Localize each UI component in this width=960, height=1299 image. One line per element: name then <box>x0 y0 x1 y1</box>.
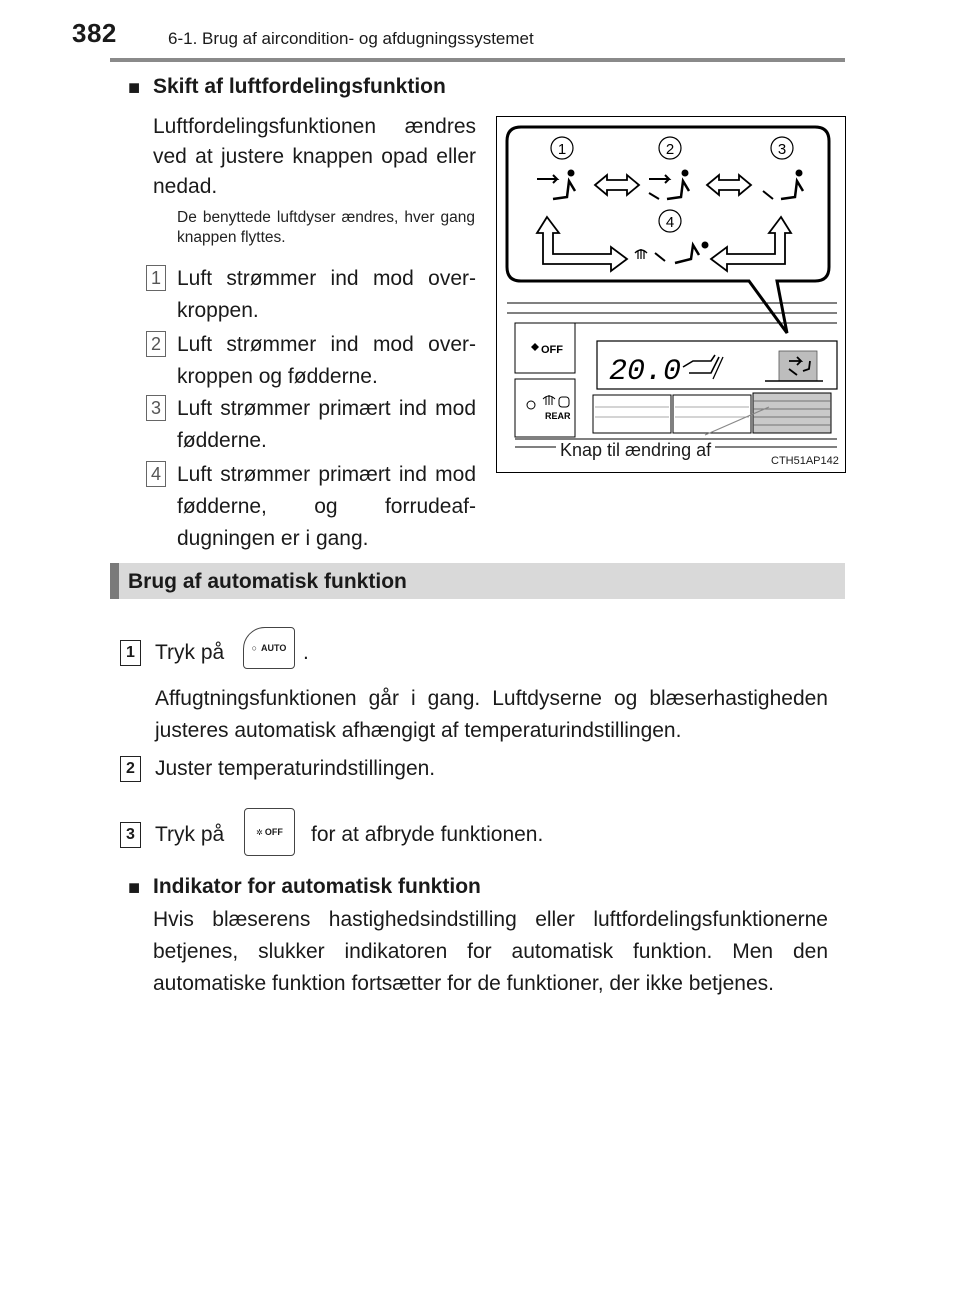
step-1-detail: Affugtningsfunktionen går i gang. Luftdyserne og blæserhastigheden justeres automatisk afhængigt af temperaturindstillingen. <box>155 687 828 742</box>
svg-text:3: 3 <box>777 141 787 158</box>
step-3-prefix: Tryk på <box>155 823 225 846</box>
panel-rear-label: REAR <box>545 411 571 421</box>
header-rule <box>110 58 845 62</box>
item-number-3: 3 <box>146 395 166 421</box>
step-number-3: 3 <box>120 822 141 848</box>
item-number-4: 4 <box>146 461 166 487</box>
off-button[interactable] <box>244 808 295 856</box>
chapter-title: 6-1. Brug af aircondition- og afdugningssystemet <box>168 29 534 48</box>
panel-temperature: 20.0 <box>609 355 682 389</box>
step-3-suffix: for at afbryde funktionen. <box>311 823 544 846</box>
square-bullet-icon: ■ <box>128 77 141 99</box>
figure-code: CTH51AP142 <box>771 455 839 467</box>
indicator-heading: Indikator for automatisk funktion <box>153 875 481 898</box>
auto-button-label: AUTO <box>261 643 287 653</box>
step-1-prefix: Tryk på <box>155 641 225 664</box>
figure-caption: Knap til ændring af <box>556 440 715 461</box>
svg-text:4: 4 <box>665 214 675 231</box>
airflow-intro: Luftfordelingsfunktionen ændres ved at justere knappen opad eller nedad. <box>153 115 476 198</box>
airflow-note: De benyttede luftdyser ændres, hver gang knappen flyttes. <box>177 209 475 246</box>
airflow-item-3: Luft strømmer primært ind mod fødderne. <box>177 397 476 452</box>
square-bullet-icon: ■ <box>128 877 141 899</box>
airflow-item-2: Luft strømmer ind mod overkroppen og fødderne. <box>177 333 476 388</box>
panel-off-label: OFF <box>541 344 563 356</box>
indicator-text: Hvis blæserens hastighedsindstilling eller luftfordelingsfunktionerne betjenes, slukker indikatoren for automatisk funktion. Men den automatiske funktion fortsætter for de funktioner, der ikke betjenes. <box>153 908 828 995</box>
step-number-2: 2 <box>120 756 141 782</box>
auto-button[interactable] <box>243 627 295 669</box>
step-1-suffix: . <box>303 641 309 664</box>
off-button-label: OFF <box>264 827 283 837</box>
step-number-1: 1 <box>120 640 141 666</box>
svg-text:1: 1 <box>557 141 567 158</box>
airflow-illustration <box>497 117 847 474</box>
step-2-text: Juster temperaturindstillingen. <box>155 757 436 780</box>
fan-icon: ✲ <box>256 827 263 837</box>
section-bar-accent <box>110 563 119 599</box>
led-indicator-icon: ○ <box>251 643 258 653</box>
airflow-item-4: Luft strømmer primært ind mod fødderne, og forrudeafdugningen er i gang. <box>177 463 476 550</box>
airflow-heading: Skift af luftfordelingsfunktion <box>153 75 446 98</box>
item-number-2: 2 <box>146 331 166 357</box>
airflow-figure <box>496 116 846 473</box>
page-number: 382 <box>72 18 117 48</box>
auto-section-title: Brug af automatisk funktion <box>128 570 407 593</box>
fan-icon <box>531 343 539 351</box>
airflow-item-1: Luft strømmer ind mod overkroppen. <box>177 267 476 322</box>
item-number-1: 1 <box>146 265 166 291</box>
svg-text:2: 2 <box>665 141 675 158</box>
